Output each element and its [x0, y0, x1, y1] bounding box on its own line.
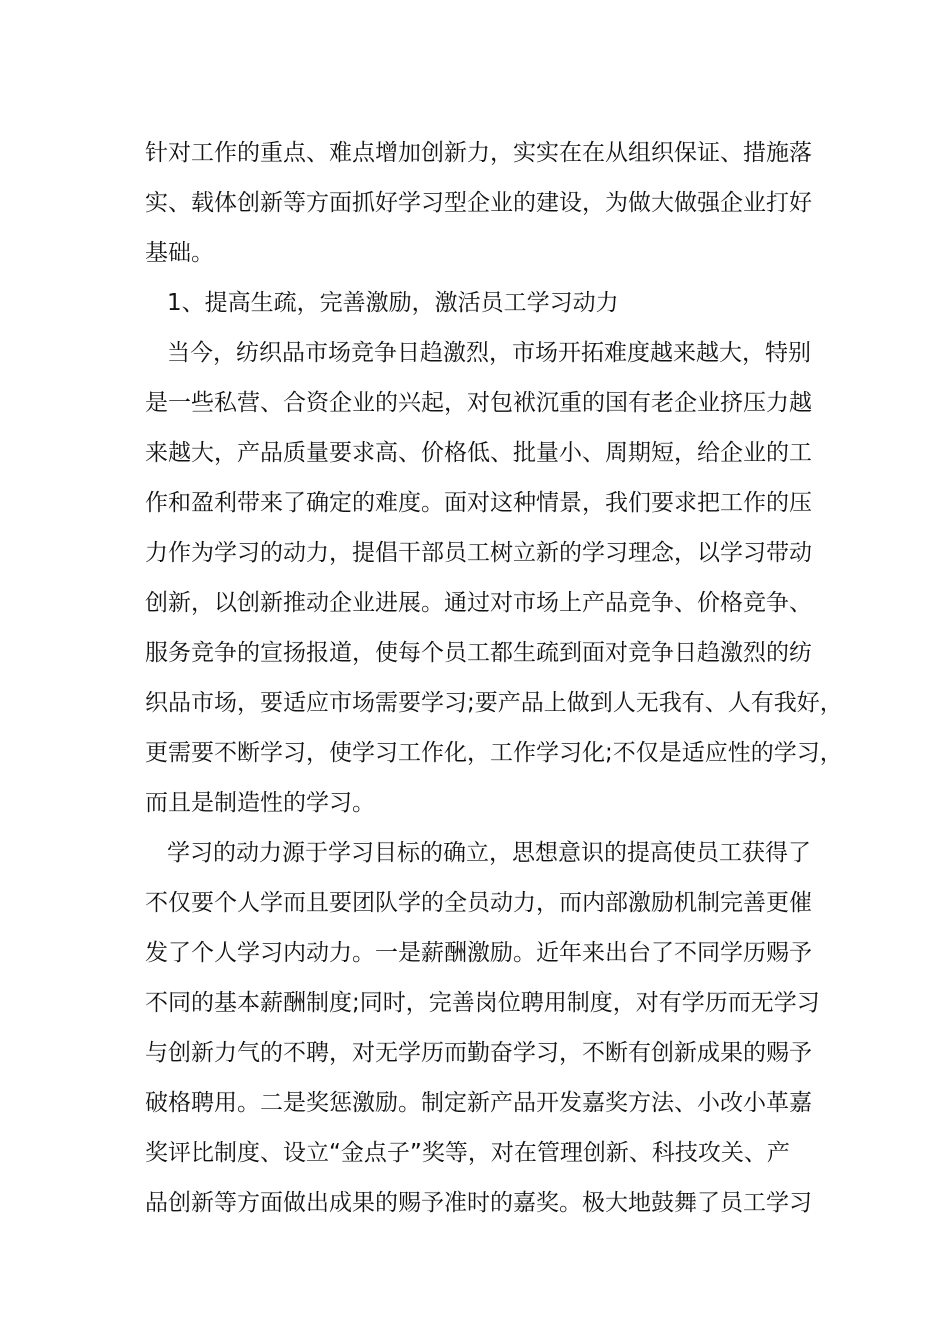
section-heading: 1、提高生疏，完善激励，激活员工学习动力	[167, 290, 619, 316]
text-line: 更需要不断学习，使学习工作化，工作学习化;不仅是适应性的学习，	[145, 740, 843, 766]
text-line: 当今，纺织品市场竞争日趋激烈，市场开拓难度越来越大，特别	[167, 340, 811, 366]
text-line: 实、载体创新等方面抓好学习型企业的建设，为做大做强企业打好	[145, 190, 812, 216]
text-line: 不同的基本薪酬制度;同时，完善岗位聘用制度，对有学历而无学习	[145, 990, 820, 1016]
text-line: 创新，以创新推动企业进展。通过对市场上产品竞争、价格竞争、	[145, 590, 812, 616]
text-line: 不仅要个人学而且要团队学的全员动力，而内部激励机制完善更催	[145, 890, 812, 916]
text-line: 而且是制造性的学习。	[145, 790, 375, 816]
text-line: 织品市场，要适应市场需要学习;要产品上做到人无我有、人有我好，	[145, 690, 843, 716]
text-line: 作和盈利带来了确定的难度。面对这种情景，我们要求把工作的压	[145, 490, 812, 516]
text-line: 来越大，产品质量要求高、价格低、批量小、周期短，给企业的工	[145, 440, 812, 466]
document-body	[145, 128, 843, 1228]
text-line: 力作为学习的动力，提倡干部员工树立新的学习理念，以学习带动	[145, 540, 812, 566]
text-line: 学习的动力源于学习目标的确立，思想意识的提高使员工获得了	[167, 840, 811, 866]
text-line: 奖评比制度、设立“金点子”奖等，对在管理创新、科技攻关、产	[145, 1140, 790, 1166]
text-line: 是一些私营、合资企业的兴起，对包袱沉重的国有老企业挤压力越	[145, 390, 812, 416]
text-line: 发了个人学习内动力。一是薪酬激励。近年来出台了不同学历赐予	[145, 940, 812, 966]
text-line: 基础。	[145, 240, 214, 266]
text-line: 服务竞争的宣扬报道，使每个员工都生疏到面对竞争日趋激烈的纺	[145, 640, 812, 666]
text-line: 针对工作的重点、难点增加创新力，实实在在从组织保证、措施落	[145, 140, 812, 166]
text-line: 破格聘用。二是奖惩激励。制定新产品开发嘉奖方法、小改小革嘉	[145, 1090, 812, 1116]
text-line: 与创新力气的不聘，对无学历而勤奋学习，不断有创新成果的赐予	[145, 1040, 812, 1066]
text-line: 品创新等方面做出成果的赐予准时的嘉奖。极大地鼓舞了员工学习	[145, 1190, 812, 1216]
